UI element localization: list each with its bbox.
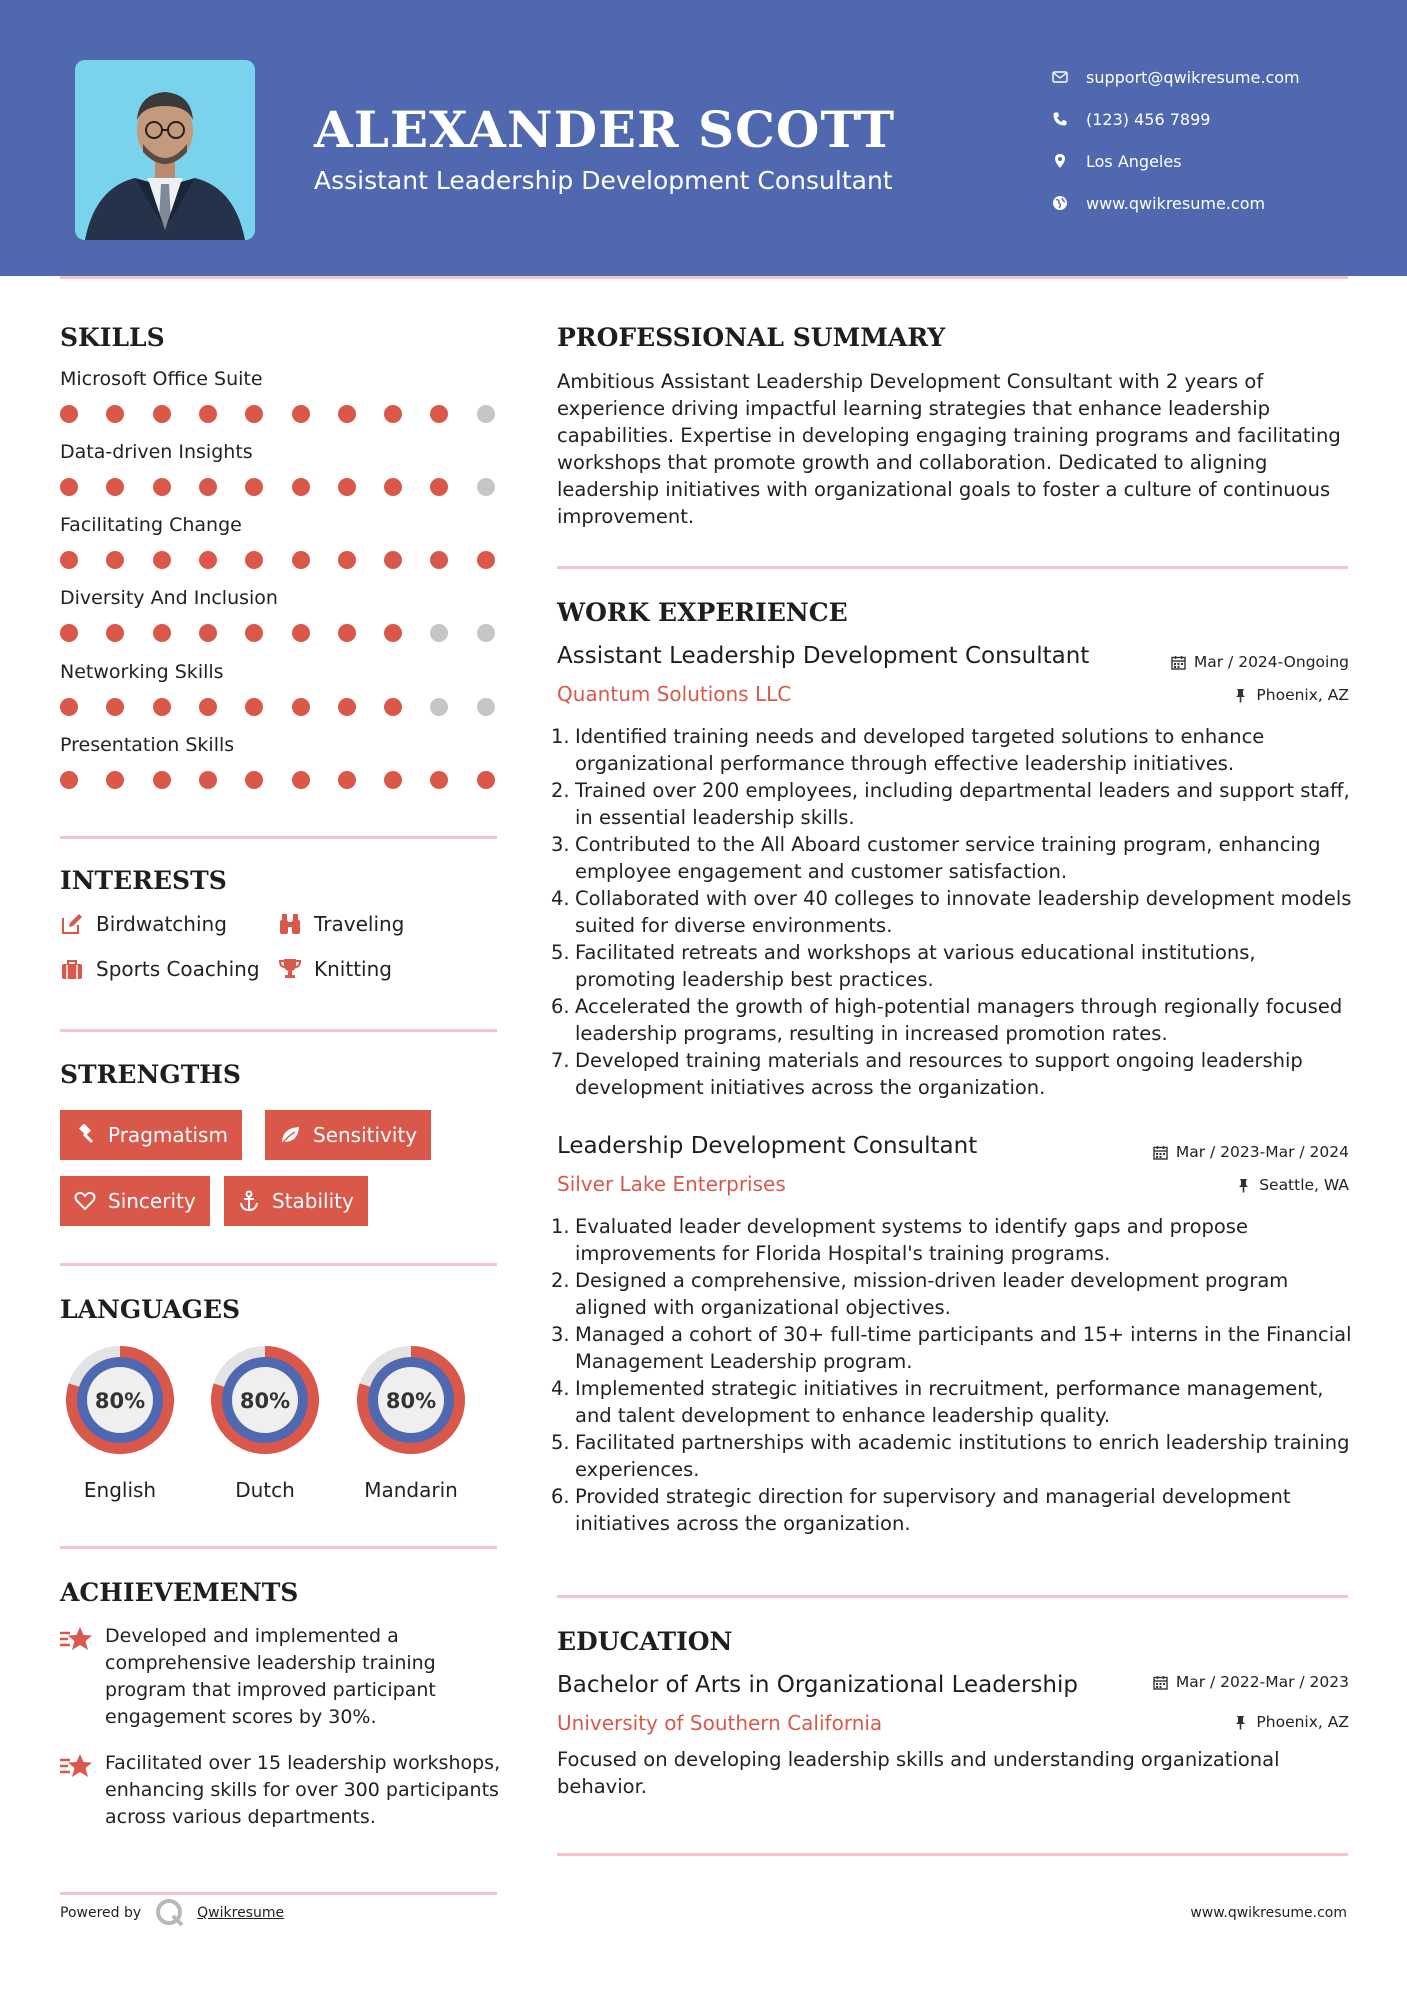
strength-label: Sensitivity	[313, 1123, 418, 1147]
job-bullet: 1. Evaluated leader development systems to identify gaps and propose improvements for Florida Hospital's training programs.	[551, 1215, 1248, 1265]
rating-dot-filled	[338, 478, 356, 496]
rating-dot-filled	[292, 405, 310, 423]
section-divider	[60, 836, 497, 839]
rating-dot-filled	[338, 405, 356, 423]
qwikresume-link[interactable]: Qwikresume	[197, 1905, 285, 1921]
rating-dot-filled	[477, 771, 495, 789]
footer-website[interactable]: www.qwikresume.com	[1190, 1905, 1347, 1921]
rating-dot-filled	[106, 478, 124, 496]
job-bullets	[551, 1213, 1357, 1537]
interest-label: Traveling	[314, 912, 405, 936]
strengths-heading: STRENGTHS	[60, 1060, 241, 1089]
strength-badge	[224, 1176, 368, 1226]
rating-dot-filled	[60, 478, 78, 496]
education-description: Focused on developing leadership skills and understanding organizational behavior.	[557, 1748, 1280, 1798]
globe-icon	[1052, 195, 1086, 211]
leaf-icon	[279, 1124, 301, 1146]
interest-item	[278, 957, 392, 981]
education-degree: Bachelor of Arts in Organizational Leadership	[557, 1672, 1078, 1698]
phone-icon	[1052, 111, 1086, 127]
language-item	[203, 1338, 327, 1502]
section-divider	[60, 1029, 497, 1032]
section-divider	[60, 1263, 497, 1266]
powered-by-text: Powered by	[60, 1905, 142, 1921]
job-location-text: Phoenix, AZ	[1256, 686, 1349, 704]
contact-email-text: support@qwikresume.com	[1086, 67, 1300, 87]
rating-dot-filled	[60, 624, 78, 642]
briefcase-icon	[60, 957, 84, 981]
skill-name: Diversity And Inclusion	[60, 587, 278, 609]
rating-dot-filled	[245, 551, 263, 569]
rating-dot-empty	[430, 624, 448, 642]
language-name: Mandarin	[364, 1478, 458, 1502]
rating-dot-empty	[430, 698, 448, 716]
interests-heading: INTERESTS	[60, 866, 227, 895]
contact-location	[1052, 140, 1300, 182]
achievement-text: Facilitated over 15 leadership workshops, enhancing skills for over 300 participants across various departments.	[105, 1752, 501, 1828]
skill-rating	[60, 698, 500, 718]
rating-dot-filled	[292, 771, 310, 789]
experience-heading: WORK EXPERIENCE	[557, 598, 848, 627]
rating-dot-filled	[430, 551, 448, 569]
rating-dot-filled	[384, 698, 402, 716]
rating-dot-filled	[384, 478, 402, 496]
person-portrait-icon	[75, 60, 255, 240]
skill-rating	[60, 405, 500, 425]
contact-location-text: Los Angeles	[1086, 151, 1182, 171]
rating-dot-filled	[338, 624, 356, 642]
rating-dot-filled	[477, 551, 495, 569]
section-divider	[60, 1892, 497, 1895]
rating-dot-filled	[60, 771, 78, 789]
interest-label: Sports Coaching	[96, 957, 260, 981]
strength-badge	[265, 1110, 431, 1160]
education-date-text: Mar / 2022-Mar / 2023	[1175, 1673, 1349, 1691]
envelope-icon	[1052, 69, 1086, 85]
education-location	[1233, 1713, 1349, 1731]
job-bullet: 7. Developed training materials and resources to support ongoing leadership development initiatives across the organization.	[551, 1049, 1303, 1099]
rating-dot-filled	[292, 698, 310, 716]
education-location-text: Phoenix, AZ	[1256, 1713, 1349, 1731]
rating-dot-filled	[153, 698, 171, 716]
rating-dot-filled	[153, 405, 171, 423]
skill-rating	[60, 478, 500, 498]
rating-dot-filled	[245, 405, 263, 423]
contact-website[interactable]	[1052, 182, 1300, 224]
rating-dot-filled	[153, 624, 171, 642]
rating-dot-filled	[153, 771, 171, 789]
rating-dot-filled	[106, 551, 124, 569]
star-badge-icon	[60, 1625, 92, 1655]
rating-dot-filled	[338, 771, 356, 789]
rating-dot-filled	[245, 624, 263, 642]
pushpin-icon	[1236, 1178, 1251, 1193]
language-percent: 80%	[239, 1389, 291, 1413]
strength-label: Sincerity	[108, 1189, 196, 1213]
achievement-text: Developed and implemented a comprehensive leadership training program that improved participant engagement scores by 30%.	[105, 1625, 436, 1728]
rating-dot-filled	[245, 698, 263, 716]
skill-rating	[60, 624, 500, 644]
contact-phone[interactable]	[1052, 98, 1300, 140]
trophy-icon	[278, 957, 302, 981]
language-item	[349, 1338, 473, 1502]
job-date-text: Mar / 2023-Mar / 2024	[1175, 1143, 1349, 1161]
contact-list	[1052, 56, 1300, 224]
calendar-icon	[1171, 655, 1186, 670]
calendar-icon	[1153, 1145, 1168, 1160]
job-bullet: 4. Implemented strategic initiatives in recruitment, performance management, and talent development to enhance leadership quality.	[551, 1377, 1324, 1427]
rating-dot-filled	[153, 478, 171, 496]
rating-dot-filled	[338, 698, 356, 716]
section-divider	[557, 566, 1348, 569]
candidate-title: Assistant Leadership Development Consultant	[314, 166, 893, 195]
section-divider	[557, 1595, 1348, 1598]
footer-powered	[60, 1898, 284, 1928]
job-bullet: 6. Accelerated the growth of high-potential managers through regionally focused leadership programs, resulting in increased promotion rates.	[551, 995, 1343, 1045]
rating-dot-filled	[292, 478, 310, 496]
rating-dot-empty	[477, 405, 495, 423]
rating-dot-filled	[199, 698, 217, 716]
interest-item	[60, 912, 227, 936]
job-bullets	[551, 723, 1357, 1101]
skill-name: Data-driven Insights	[60, 441, 253, 463]
pushpin-icon	[1233, 1715, 1248, 1730]
gavel-icon	[74, 1124, 96, 1146]
language-donut	[58, 1338, 182, 1462]
heart-icon	[74, 1190, 96, 1212]
strength-badge	[60, 1110, 242, 1160]
rating-dot-filled	[430, 405, 448, 423]
job-title: Leadership Development Consultant	[557, 1133, 978, 1159]
rating-dot-filled	[199, 551, 217, 569]
rating-dot-filled	[199, 624, 217, 642]
rating-dot-filled	[430, 771, 448, 789]
strength-badge	[60, 1176, 210, 1226]
rating-dot-filled	[106, 771, 124, 789]
summary-heading: PROFESSIONAL SUMMARY	[557, 323, 946, 352]
rating-dot-filled	[338, 551, 356, 569]
skill-rating	[60, 771, 500, 791]
rating-dot-filled	[245, 478, 263, 496]
education-heading: EDUCATION	[557, 1627, 733, 1656]
strength-label: Stability	[272, 1189, 354, 1213]
job-bullet: 4. Collaborated with over 40 colleges to innovate leadership development models suited for diverse environments.	[551, 887, 1352, 937]
rating-dot-filled	[60, 405, 78, 423]
calendar-icon	[1153, 1675, 1168, 1690]
interest-label: Knitting	[314, 957, 392, 981]
rating-dot-filled	[153, 551, 171, 569]
job-bullet: 3. Managed a cohort of 30+ full-time participants and 15+ interns in the Financial Management Leadership program.	[551, 1323, 1352, 1373]
qwikresume-logo-icon	[155, 1898, 185, 1928]
job-date	[1171, 653, 1349, 671]
map-pin-icon	[1052, 153, 1086, 169]
language-donut	[203, 1338, 327, 1462]
job-bullet: 2. Designed a comprehensive, mission-driven leader development program aligned with organizational objectives.	[551, 1269, 1289, 1319]
rating-dot-empty	[477, 624, 495, 642]
interest-item	[60, 957, 260, 981]
rating-dot-filled	[384, 551, 402, 569]
job-location	[1233, 686, 1349, 704]
skills-heading: SKILLS	[60, 323, 165, 352]
rating-dot-filled	[245, 771, 263, 789]
rating-dot-filled	[199, 405, 217, 423]
section-divider	[60, 1546, 497, 1549]
rating-dot-filled	[106, 624, 124, 642]
anchor-icon	[238, 1190, 260, 1212]
language-percent: 80%	[385, 1389, 437, 1413]
job-date-text: Mar / 2024-Ongoing	[1193, 653, 1349, 671]
job-bullet: 6. Provided strategic direction for supervisory and managerial development initiatives across the organization.	[551, 1485, 1291, 1535]
skill-name: Networking Skills	[60, 661, 224, 683]
skill-name: Presentation Skills	[60, 734, 235, 756]
rating-dot-empty	[477, 478, 495, 496]
job-location-text: Seattle, WA	[1259, 1176, 1349, 1194]
rating-dot-filled	[430, 478, 448, 496]
achievements-heading: ACHIEVEMENTS	[60, 1578, 299, 1607]
rating-dot-filled	[60, 551, 78, 569]
rating-dot-filled	[384, 771, 402, 789]
skill-name: Facilitating Change	[60, 514, 242, 536]
job-company: Silver Lake Enterprises	[557, 1172, 786, 1196]
rating-dot-filled	[292, 551, 310, 569]
education-date	[1153, 1673, 1349, 1691]
rating-dot-filled	[106, 405, 124, 423]
contact-phone-text: (123) 456 7899	[1086, 109, 1211, 129]
job-company: Quantum Solutions LLC	[557, 682, 792, 706]
contact-website-text: www.qwikresume.com	[1086, 193, 1266, 213]
rating-dot-filled	[199, 771, 217, 789]
job-bullet: 3. Contributed to the All Aboard customer service training program, enhancing employee engagement and customer satisfaction.	[551, 833, 1321, 883]
rating-dot-filled	[106, 698, 124, 716]
interest-item	[278, 912, 404, 936]
skill-rating	[60, 551, 500, 571]
pencil-square-icon	[60, 912, 84, 936]
languages-heading: LANGUAGES	[60, 1295, 241, 1324]
summary-text: Ambitious Assistant Leadership Development Consultant with 2 years of experience driving impactful learning strategies that enhance leadership capabilities. Expertise in developing engaging training programs and facilitating workshops that promote growth and collaboration. Dedicated to aligning leadership initiatives with organizational goals to foster a culture of continuous improvement.	[557, 370, 1341, 528]
language-donut	[349, 1338, 473, 1462]
job-bullet: 2. Trained over 200 employees, including departmental leaders and support staff, in essential leadership skills.	[551, 779, 1350, 829]
job-date	[1153, 1143, 1349, 1161]
rating-dot-filled	[60, 698, 78, 716]
rating-dot-filled	[384, 624, 402, 642]
binoculars-icon	[278, 912, 302, 936]
contact-email[interactable]	[1052, 56, 1300, 98]
job-bullet: 5. Facilitated partnerships with academic institutions to enrich leadership training experiences.	[551, 1431, 1350, 1481]
candidate-name: ALEXANDER SCOTT	[314, 100, 896, 159]
skill-name: Microsoft Office Suite	[60, 368, 263, 390]
profile-photo	[75, 60, 255, 240]
rating-dot-filled	[384, 405, 402, 423]
language-item	[58, 1338, 182, 1502]
strength-label: Pragmatism	[108, 1123, 228, 1147]
star-badge-icon	[60, 1752, 92, 1782]
resume-header	[0, 0, 1407, 276]
education-school: University of Southern California	[557, 1711, 883, 1735]
job-title: Assistant Leadership Development Consultant	[557, 643, 1090, 669]
job-bullet: 1. Identified training needs and developed targeted solutions to enhance organizational performance through effective leadership initiatives.	[551, 725, 1265, 775]
rating-dot-filled	[199, 478, 217, 496]
section-divider	[557, 1853, 1348, 1856]
job-location	[1236, 1176, 1349, 1194]
job-bullet: 5. Facilitated retreats and workshops at various educational institutions, promoting leadership best practices.	[551, 941, 1256, 991]
language-name: Dutch	[235, 1478, 295, 1502]
interest-label: Birdwatching	[96, 912, 227, 936]
header-divider	[60, 276, 1348, 279]
language-name: English	[83, 1478, 157, 1502]
rating-dot-empty	[477, 698, 495, 716]
rating-dot-filled	[292, 624, 310, 642]
pushpin-icon	[1233, 688, 1248, 703]
language-percent: 80%	[94, 1389, 146, 1413]
